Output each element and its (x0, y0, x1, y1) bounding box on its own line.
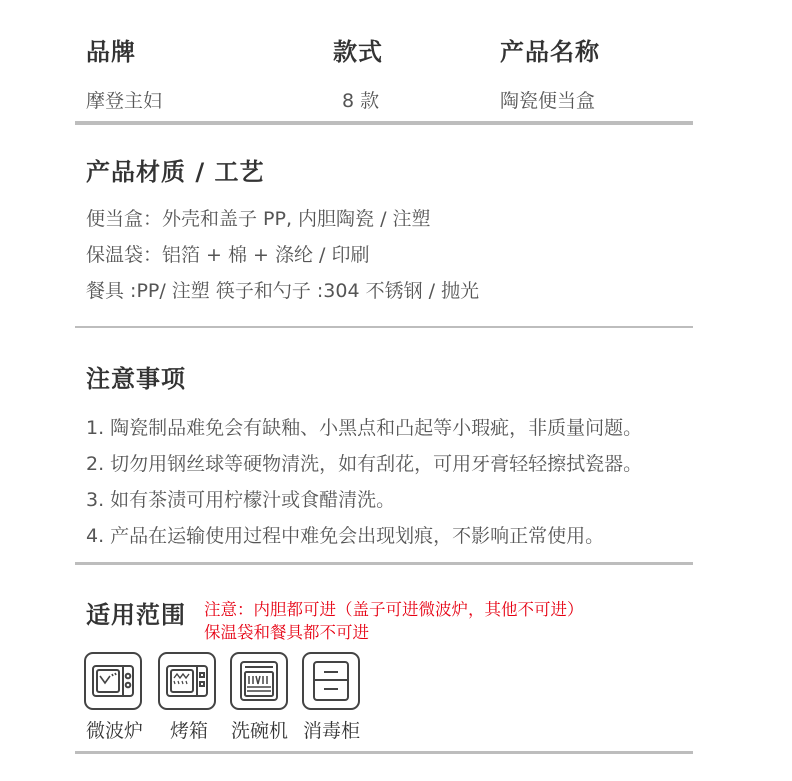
value-style: 8 款 (342, 90, 380, 112)
value-brand: 摩登主妇 (86, 90, 163, 112)
divider (75, 562, 693, 565)
oven-icon (158, 652, 216, 710)
usage-warning-line1: 注意：内胆都可进（盖子可进微波炉，其他不可进） (204, 600, 584, 619)
value-product-name: 陶瓷便当盒 (500, 90, 596, 112)
header-product-name: 产品名称 (500, 38, 600, 66)
appliance-label-oven: 烤箱 (170, 720, 209, 742)
note-item: 3. 如有茶渍可用柠檬汁或食醋清洗。 (86, 489, 396, 511)
material-line: 餐具 :PP/ 注塑 筷子和勺子 :304 不锈钢 / 抛光 (86, 280, 480, 302)
header-brand: 品牌 (86, 38, 136, 66)
dishwasher-icon (230, 652, 288, 710)
note-item: 4. 产品在运输使用过程中难免会出现划痕，不影响正常使用。 (86, 525, 605, 547)
note-item: 2. 切勿用钢丝球等硬物清洗，如有刮花，可用牙膏轻轻擦拭瓷器。 (86, 453, 643, 475)
divider (75, 121, 693, 125)
material-line: 便当盒：外壳和盖子 PP, 内胆陶瓷 / 注塑 (86, 208, 431, 230)
appliance-label-disinfection-cabinet: 消毒柜 (303, 720, 361, 742)
material-line: 保温袋：铝箔 + 棉 + 涤纶 / 印刷 (86, 244, 370, 266)
section-title-usage: 适用范围 (86, 601, 186, 629)
appliance-label-microwave: 微波炉 (86, 720, 144, 742)
disinfection-cabinet-icon (302, 652, 360, 710)
divider (75, 751, 693, 754)
note-item: 1. 陶瓷制品难免会有缺釉、小黑点和凸起等小瑕疵，非质量问题。 (86, 417, 643, 439)
usage-warning-line2: 保温袋和餐具都不可进 (204, 623, 369, 642)
section-title-material: 产品材质 / 工艺 (86, 158, 265, 186)
microwave-icon (84, 652, 142, 710)
header-style: 款式 (333, 38, 383, 66)
appliance-label-dishwasher: 洗碗机 (231, 720, 289, 742)
section-title-notes: 注意事项 (86, 365, 186, 393)
divider (75, 326, 693, 328)
